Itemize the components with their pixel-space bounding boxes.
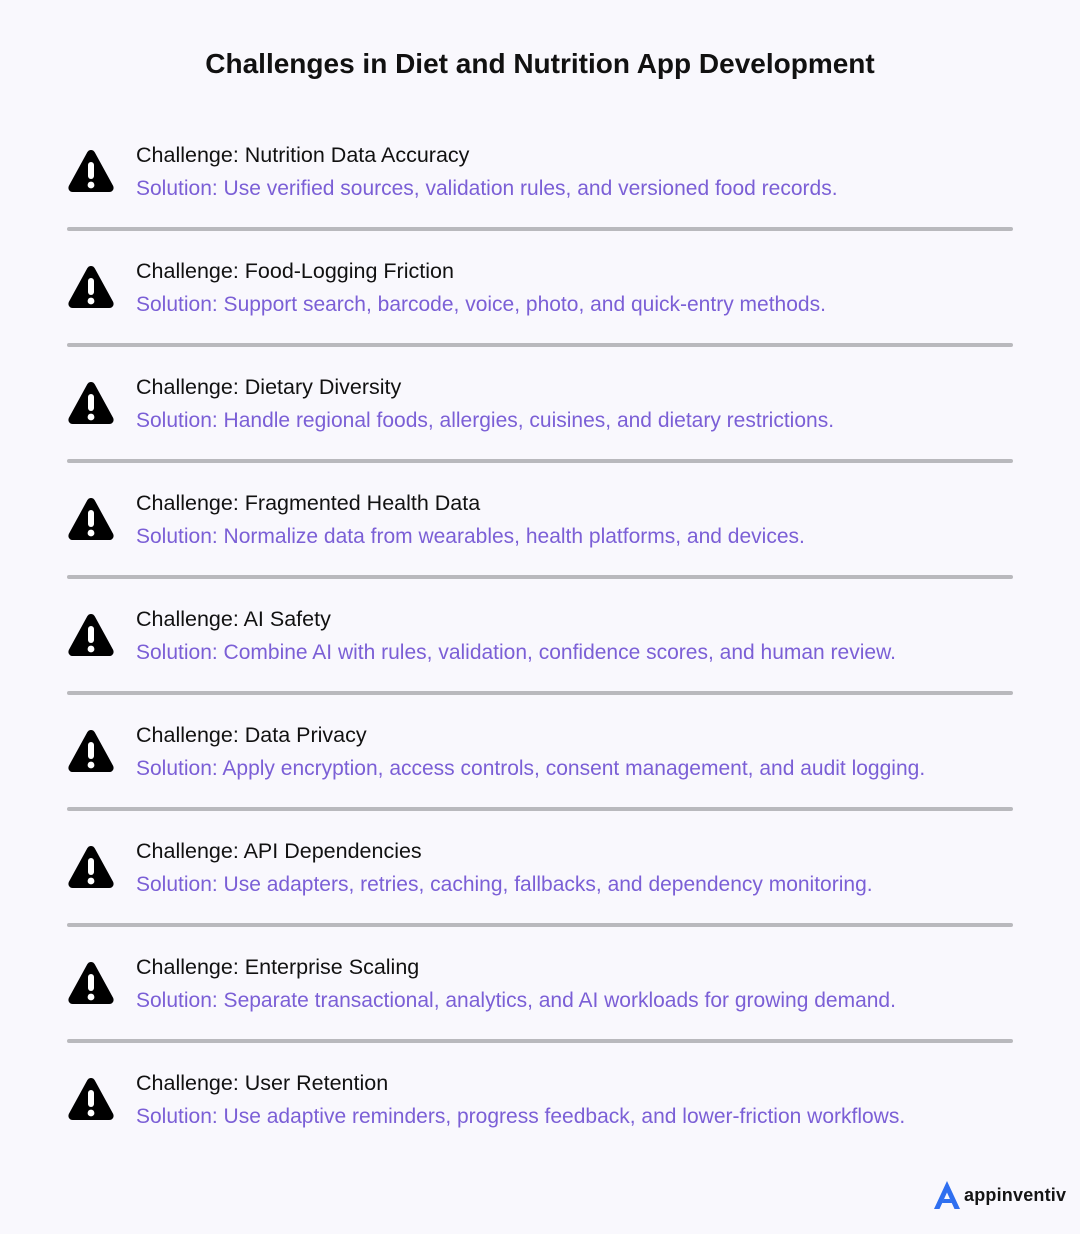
solution-text: Solution: Apply encryption, access controls, consent management, and audit logging. [136, 757, 926, 780]
solution-text: Solution: Use adaptive reminders, progress feedback, and lower-friction workflows. [136, 1105, 906, 1128]
challenge-title: Challenge: AI Safety [136, 607, 331, 631]
warning-icon [67, 379, 115, 427]
solution-text: Solution: Separate transactional, analytics, and AI workloads for growing demand. [136, 989, 896, 1012]
warning-icon [67, 959, 115, 1007]
page-title: Challenges in Diet and Nutrition App Development [205, 48, 875, 79]
challenge-item [0, 694, 1080, 810]
challenge-title: Challenge: Food-Logging Friction [136, 259, 454, 283]
logo-text: appinventiv [964, 1184, 1067, 1205]
challenge-title: Challenge: Enterprise Scaling [136, 955, 420, 979]
warning-icon [67, 1075, 115, 1123]
challenge-item [0, 578, 1080, 694]
warning-icon [67, 263, 115, 311]
solution-text: Solution: Support search, barcode, voice, photo, and quick-entry methods. [136, 293, 826, 316]
solution-text: Solution: Normalize data from wearables, health platforms, and devices. [136, 525, 805, 548]
solution-text: Solution: Use adapters, retries, caching, fallbacks, and dependency monitoring. [136, 873, 873, 896]
solution-text: Solution: Combine AI with rules, validation, confidence scores, and human review. [136, 641, 896, 664]
warning-icon [67, 843, 115, 891]
logo-mark-icon [933, 1180, 961, 1210]
warning-icon [67, 147, 115, 195]
challenge-item [0, 462, 1080, 578]
warning-icon [67, 727, 115, 775]
solution-text: Solution: Use verified sources, validation rules, and versioned food records. [136, 177, 838, 200]
challenge-title: Challenge: Dietary Diversity [136, 375, 402, 399]
challenge-title: Challenge: User Retention [136, 1071, 389, 1095]
challenge-item [0, 114, 1080, 230]
challenge-item [0, 926, 1080, 1042]
challenge-title: Challenge: Fragmented Health Data [136, 491, 481, 515]
solution-text: Solution: Handle regional foods, allergies, cuisines, and dietary restrictions. [136, 409, 835, 432]
challenge-item [0, 230, 1080, 346]
appinventiv-logo [933, 1180, 1066, 1210]
warning-icon [67, 495, 115, 543]
challenge-item [0, 346, 1080, 462]
challenge-item [0, 1042, 1080, 1158]
challenge-list [0, 114, 1080, 1158]
challenge-title: Challenge: Data Privacy [136, 723, 367, 747]
challenge-title: Challenge: Nutrition Data Accuracy [136, 143, 470, 167]
challenge-title: Challenge: API Dependencies [136, 839, 422, 863]
challenge-item [0, 810, 1080, 926]
warning-icon [67, 611, 115, 659]
